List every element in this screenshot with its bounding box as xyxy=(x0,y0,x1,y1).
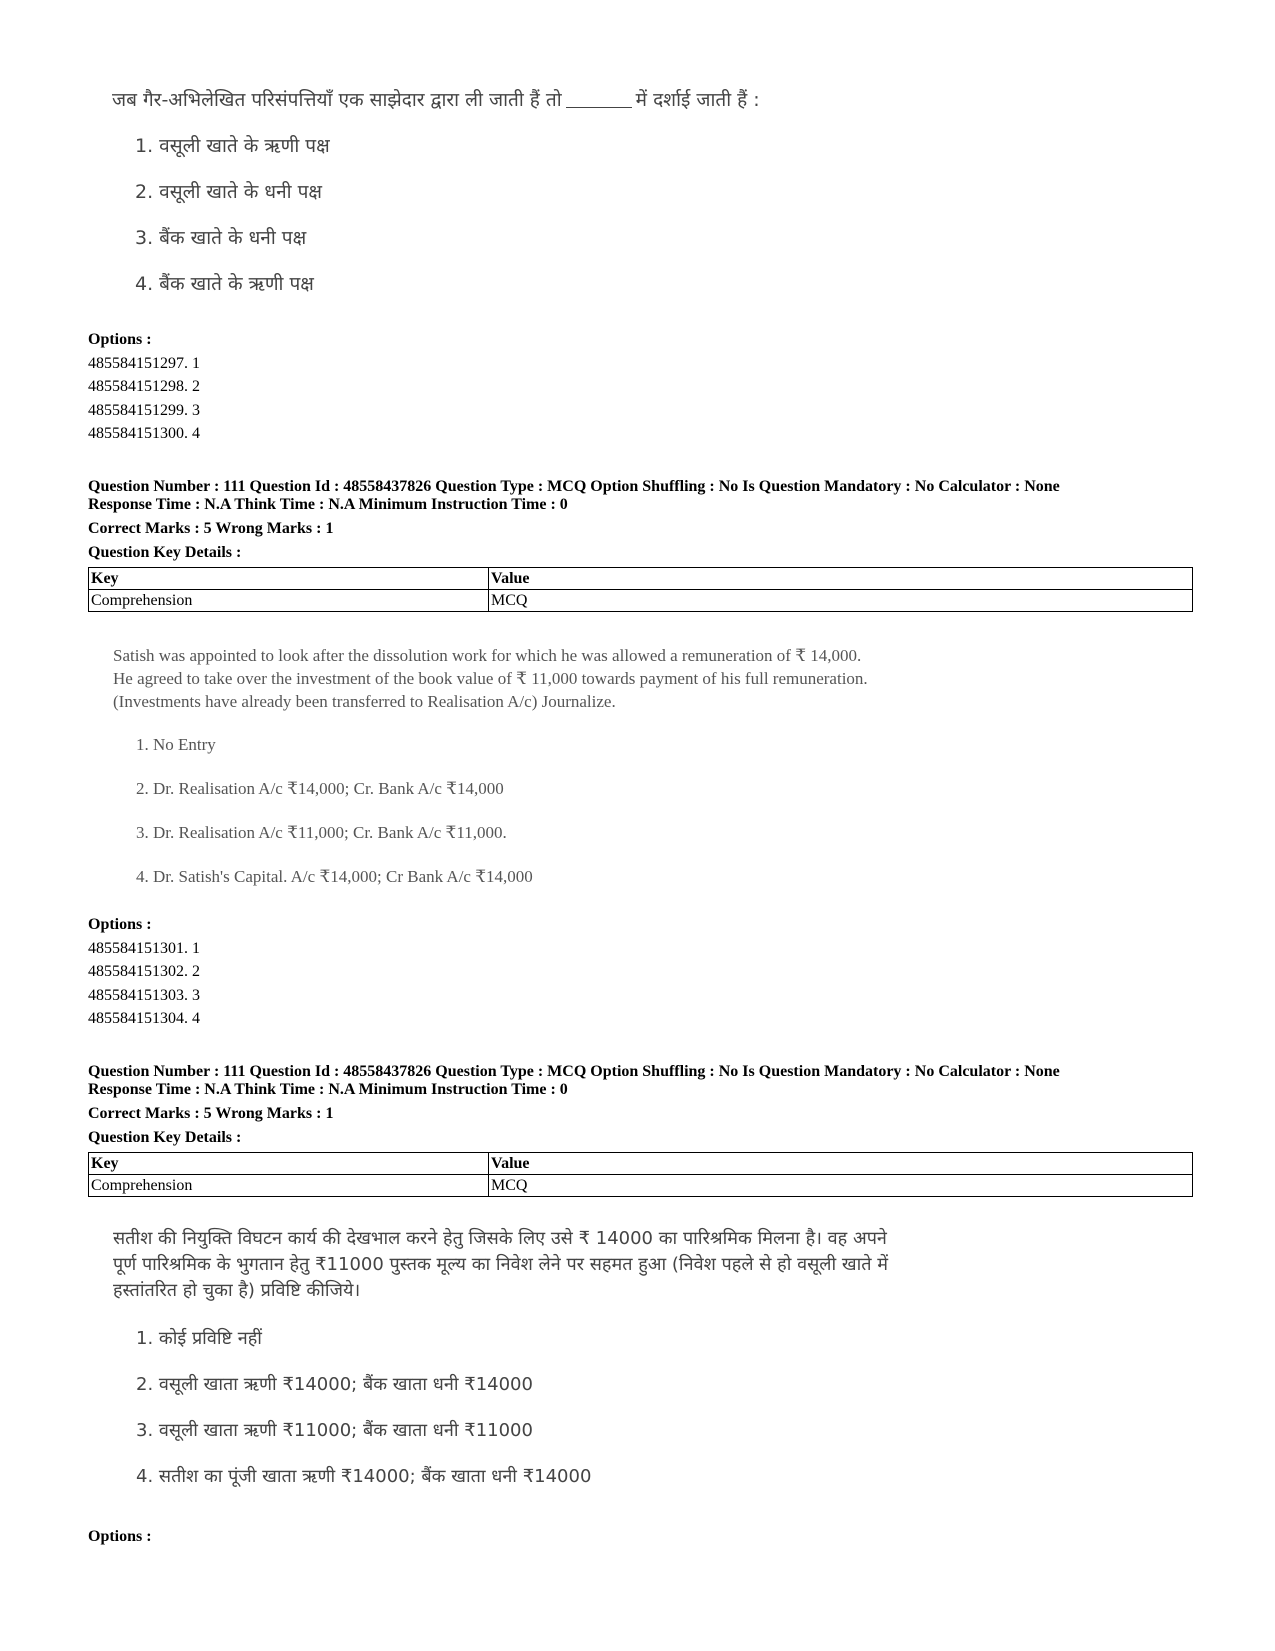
choice-2: 2. वसूली खाते के धनी पक्ष xyxy=(135,181,322,203)
marks-line: Correct Marks : 5 Wrong Marks : 1 xyxy=(88,520,334,537)
choice-4: 4. Dr. Satish's Capital. A/c ₹14,000; Cr Bank A/c ₹14,000 xyxy=(136,867,533,886)
question-stem-line: पूर्ण पारिश्रमिक के भुगतान हेतु ₹11000 पुस्तक मूल्य का निवेश लेने पर सहमत हुआ (निवेश पहले से हो वसूली खाते में xyxy=(113,1254,888,1275)
key-header: Key xyxy=(89,1153,489,1175)
value-header: Value xyxy=(489,1153,1193,1175)
question-stem-line: हस्तांतरित हो चुका है) प्रविष्टि कीजिये। xyxy=(113,1280,361,1301)
question-stem-line: He agreed to take over the investment of the book value of ₹ 11,000 towards payment of his full remuneration. xyxy=(113,669,868,688)
option-id: 485584151303. 3 xyxy=(88,987,200,1004)
option-id: 485584151301. 1 xyxy=(88,940,200,957)
options-heading: Options : xyxy=(88,916,152,933)
choice-1: 1. कोई प्रविष्टि नहीं xyxy=(136,1328,262,1349)
value-header: Value xyxy=(489,568,1193,590)
key-header: Key xyxy=(89,568,489,590)
key-details-heading: Question Key Details : xyxy=(88,544,242,561)
question-key-table xyxy=(88,567,1193,612)
option-id: 485584151300. 4 xyxy=(88,425,200,442)
key-details-heading: Question Key Details : xyxy=(88,1129,242,1146)
question-stem-line: सतीश की नियुक्ति विघटन कार्य की देखभाल करने हेतु जिसके लिए उसे ₹ 14000 का पारिश्रमिक मिलना है। वह अपने xyxy=(113,1228,887,1249)
fill-in-blank xyxy=(566,107,632,108)
option-id: 485584151302. 2 xyxy=(88,963,200,980)
option-id: 485584151299. 3 xyxy=(88,402,200,419)
options-heading: Options : xyxy=(88,331,152,348)
question-key-table xyxy=(88,1152,1193,1197)
value-cell: MCQ xyxy=(489,590,1193,612)
choice-3: 3. वसूली खाता ऋणी ₹11000; बैंक खाता धनी ₹11000 xyxy=(136,1420,533,1441)
key-cell: Comprehension xyxy=(89,1175,489,1197)
question-meta-line: Response Time : N.A Think Time : N.A Minimum Instruction Time : 0 xyxy=(88,1081,568,1098)
value-cell: MCQ xyxy=(489,1175,1193,1197)
option-id: 485584151298. 2 xyxy=(88,378,200,395)
option-id: 485584151297. 1 xyxy=(88,355,200,372)
question-stem: जब गैर-अभिलेखित परिसंपत्तियाँ एक साझेदार द्वारा ली जाती हैं तो में दर्शाई जाती हैं : xyxy=(112,89,760,111)
question-stem-line: Satish was appointed to look after the dissolution work for which he was allowed a remuneration of ₹ 14,000. xyxy=(113,646,862,665)
choice-4: 4. सतीश का पूंजी खाता ऋणी ₹14000; बैंक खाता धनी ₹14000 xyxy=(136,1466,592,1487)
key-cell: Comprehension xyxy=(89,590,489,612)
choice-2: 2. Dr. Realisation A/c ₹14,000; Cr. Bank A/c ₹14,000 xyxy=(136,779,504,798)
choice-3: 3. बैंक खाते के धनी पक्ष xyxy=(135,227,307,249)
marks-line: Correct Marks : 5 Wrong Marks : 1 xyxy=(88,1105,334,1122)
choice-4: 4. बैंक खाते के ऋणी पक्ष xyxy=(135,273,314,295)
question-meta-line: Response Time : N.A Think Time : N.A Minimum Instruction Time : 0 xyxy=(88,496,568,513)
question-stem-line: (Investments have already been transferred to Realisation A/c) Journalize. xyxy=(113,692,616,711)
choice-1: 1. No Entry xyxy=(136,735,216,754)
options-heading: Options : xyxy=(88,1528,152,1545)
choice-1: 1. वसूली खाते के ऋणी पक्ष xyxy=(135,135,330,157)
choice-2: 2. वसूली खाता ऋणी ₹14000; बैंक खाता धनी ₹14000 xyxy=(136,1374,533,1395)
question-meta-line: Question Number : 111 Question Id : 48558437826 Question Type : MCQ Option Shuffling : No Is Question Mandatory : No Calculator : None xyxy=(88,478,1060,495)
choice-3: 3. Dr. Realisation A/c ₹11,000; Cr. Bank A/c ₹11,000. xyxy=(136,823,507,842)
question-meta-line: Question Number : 111 Question Id : 48558437826 Question Type : MCQ Option Shuffling : No Is Question Mandatory : No Calculator : None xyxy=(88,1063,1060,1080)
option-id: 485584151304. 4 xyxy=(88,1010,200,1027)
